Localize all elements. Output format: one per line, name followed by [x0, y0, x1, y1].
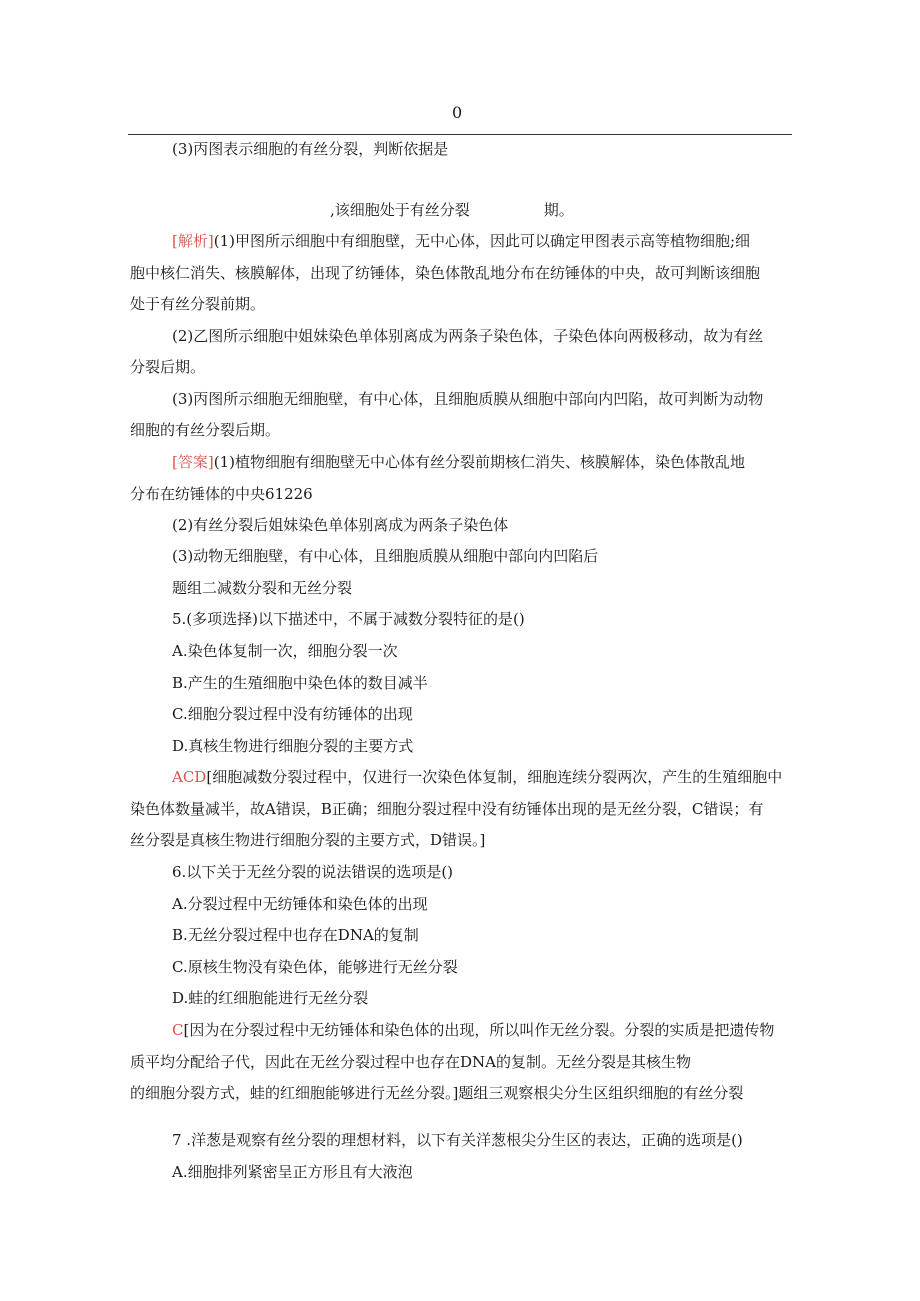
analysis-paragraph-1: [解析](1)甲图所示细胞中有细胞壁，无中心体，因此可以确定甲图表示高等植物细胞;细 — [172, 232, 751, 250]
analysis-text-line: 分裂后期。 — [130, 358, 206, 376]
answer-text-line: (3)动物无细胞壁，有中心体，且细胞质膜从细胞中部向内凹陷后 — [172, 547, 599, 565]
page-number: 0 — [452, 103, 463, 122]
q4-part3-fill: ,该细胞处于有丝分裂 期。 — [330, 201, 574, 219]
analysis-text-line: (2)乙图所示细胞中姐妹染色单体别离成为两条子染色体，子染色体向两极移动，故为有丝 — [172, 327, 764, 345]
answer-tag: [答案] — [172, 453, 214, 471]
explanation-text-line: 染色体数量减半，故A错误，B正确；细胞分裂过程中没有纺锤体出现的是无丝分裂，C错误；有 — [130, 800, 764, 818]
question-7-option-a: A.细胞排列紧密呈正方形且有大液泡 — [172, 1163, 413, 1181]
question-6-answer-key: C — [172, 1021, 184, 1039]
question-5-explanation: ACD[细胞减数分裂过程中，仅进行一次染色体复制，细胞连续分裂两次，产生的生殖细胞中 — [172, 768, 783, 786]
question-5-answer-key: ACD — [172, 768, 207, 786]
answer-paragraph-1: [答案](1)植物细胞有细胞壁无中心体有丝分裂前期核仁消失、核膜解体，染色体散乱地 — [172, 453, 745, 471]
explanation-text-line: 质平均分配给子代，因此在无丝分裂过程中也存在DNA的复制。无丝分裂是其核生物 — [130, 1053, 691, 1071]
question-6-stem: 6.以下关于无丝分裂的说法错误的选项是() — [172, 863, 454, 881]
question-6-explanation: C[因为在分裂过程中无纺锤体和染色体的出现，所以叫作无丝分裂。分裂的实质是把遗传物 — [172, 1021, 775, 1039]
question-6-option-a: A.分裂过程中无纺锤体和染色体的出现 — [172, 895, 428, 913]
answer-text-line: (2)有丝分裂后姐妹染色单体别离成为两条子染色体 — [172, 516, 509, 534]
question-6-option-d: D.蛙的红细胞能进行无丝分裂 — [172, 989, 369, 1007]
question-6-option-b: B.无丝分裂过程中也存在DNA的复制 — [172, 926, 419, 944]
explanation-text-line: 丝分裂是真核生物进行细胞分裂的主要方式，D错误。] — [130, 831, 486, 849]
header-rule — [128, 134, 792, 135]
question-5-option-b: B.产生的生殖细胞中染色体的数目减半 — [172, 674, 428, 692]
analysis-text-line: (3)丙图所示细胞无细胞壁，有中心体，且细胞质膜从细胞中部向内凹陷，故可判断为动物 — [172, 390, 764, 408]
question-7-stem: 7 .洋葱是观察有丝分裂的理想材料，以下有关洋葱根尖分生区的表达，正确的选项是() — [172, 1131, 743, 1149]
question-5-option-c: C.细胞分裂过程中没有纺锤体的出现 — [172, 705, 413, 723]
analysis-text-line: 胞中核仁消失、核膜解体，出现了纺锤体，染色体散乱地分布在纺锤体的中央，故可判断该细胞 — [130, 264, 761, 282]
question-5-stem: 5.(多项选择)以下描述中，不属于减数分裂特征的是() — [172, 610, 525, 628]
answer-text-line: 分布在纺锤体的中央61226 — [130, 485, 313, 503]
explanation-text-line: 的细胞分裂方式，蛙的红细胞能够进行无丝分裂。]题组三观察根尖分生区组织细胞的有丝分裂 — [130, 1084, 744, 1102]
question-5-option-d: D.真核生物进行细胞分裂的主要方式 — [172, 737, 414, 755]
analysis-text-line: 处于有丝分裂前期。 — [130, 295, 266, 313]
analysis-text-line: 细胞的有丝分裂后期。 — [130, 421, 281, 439]
analysis-tag: [解析] — [172, 232, 214, 250]
question-5-option-a: A.染色体复制一次，细胞分裂一次 — [172, 642, 398, 660]
question-6-option-c: C.原核生物没有染色体，能够进行无丝分裂 — [172, 958, 458, 976]
section-heading: 题组二减数分裂和无丝分裂 — [172, 579, 353, 597]
q4-part3-prompt: (3)丙图表示细胞的有丝分裂，判断依据是 — [172, 140, 449, 158]
